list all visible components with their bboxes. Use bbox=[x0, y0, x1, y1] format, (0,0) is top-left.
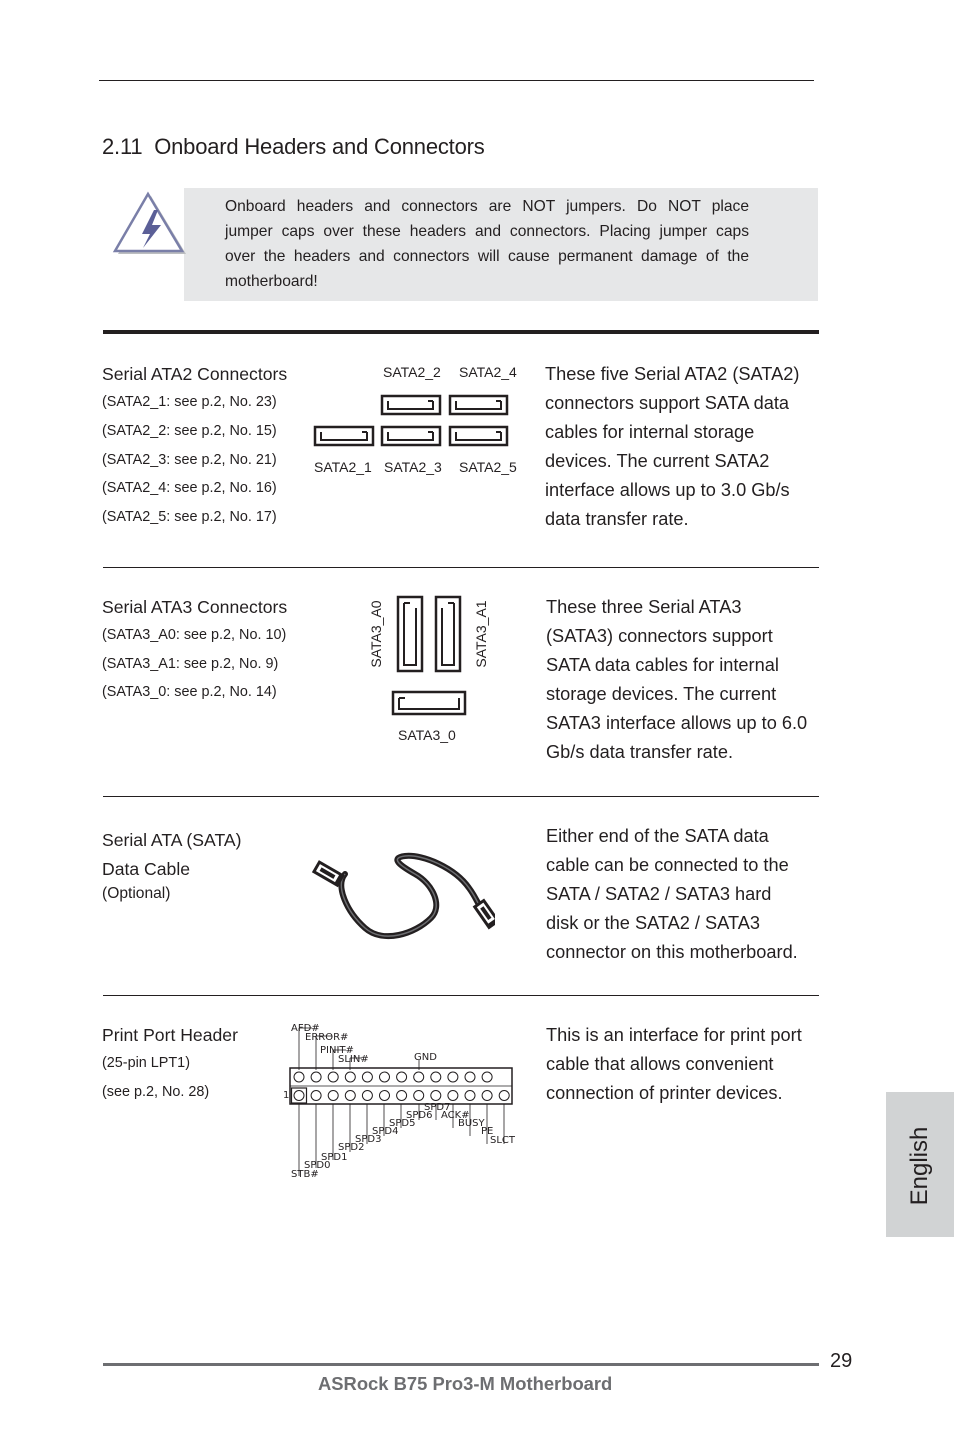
pin-label-spd7: SPD7 bbox=[424, 1102, 451, 1113]
pin-label-spd3: SPD3 bbox=[355, 1134, 382, 1145]
desc-line: data transfer rate. bbox=[545, 509, 689, 529]
desc-line: storage devices. The current bbox=[546, 684, 777, 704]
divider bbox=[103, 567, 819, 568]
desc-line: connector on this motherboard. bbox=[546, 942, 798, 962]
cable-title bbox=[102, 826, 241, 884]
language-tab-label: English bbox=[906, 1126, 933, 1206]
sata2-ref: (SATA2_4: see p.2, No. 16) bbox=[102, 480, 277, 496]
header-pin bbox=[482, 1072, 492, 1082]
header-pin bbox=[499, 1091, 509, 1101]
header-pin bbox=[397, 1091, 407, 1101]
desc-line: connection of printer devices. bbox=[546, 1083, 783, 1103]
header-pin bbox=[465, 1091, 475, 1101]
header-pin bbox=[465, 1072, 475, 1082]
sata2-description bbox=[545, 360, 835, 534]
header-pin bbox=[380, 1091, 390, 1101]
notice-line: jumper caps over these headers and connectors. Placing jumper caps bbox=[225, 223, 749, 240]
header-pin bbox=[482, 1091, 492, 1101]
desc-line: This is an interface for print port bbox=[546, 1025, 802, 1045]
desc-line: These five Serial ATA2 (SATA2) bbox=[545, 364, 800, 384]
desc-line: cable can be connected to the bbox=[546, 855, 789, 875]
print-port-title: Print Port Header bbox=[102, 1025, 238, 1045]
sata-cable-image bbox=[305, 846, 495, 942]
pin-label-slct: SLCT bbox=[490, 1135, 516, 1146]
header-pin bbox=[362, 1091, 372, 1101]
pin-label-spd4: SPD4 bbox=[372, 1126, 399, 1137]
sata3-a0-connector bbox=[398, 597, 422, 671]
pin-label-stb: STB# bbox=[291, 1169, 319, 1180]
print-port-ref: (see p.2, No. 28) bbox=[102, 1084, 210, 1100]
section-number: 2.11 bbox=[102, 134, 143, 159]
cable-optional: (Optional) bbox=[102, 885, 171, 902]
footer-text: ASRock B75 Pro3-M Motherboard bbox=[318, 1373, 613, 1394]
header-pin bbox=[414, 1091, 424, 1101]
sata2-3-label: SATA2_3 bbox=[384, 459, 442, 475]
thick-rule bbox=[103, 330, 819, 334]
sata3-a1-connector bbox=[436, 597, 460, 671]
header-pin bbox=[294, 1091, 304, 1101]
sata2-connector-diagram bbox=[312, 394, 512, 450]
sata2-refs bbox=[102, 394, 322, 534]
header-pin bbox=[362, 1072, 372, 1082]
cable-left-plug bbox=[312, 860, 345, 887]
divider bbox=[103, 796, 819, 797]
header-pin bbox=[311, 1091, 321, 1101]
pin-label-error: ERROR# bbox=[305, 1032, 349, 1043]
desc-line: devices. The current SATA2 bbox=[545, 451, 770, 471]
print-port-description bbox=[546, 1021, 836, 1108]
desc-line: SATA data cables for internal bbox=[546, 655, 779, 675]
pin-label-slin: SLIN# bbox=[338, 1054, 369, 1065]
footer-rule bbox=[103, 1363, 819, 1366]
pin-label-pe: PE bbox=[481, 1126, 494, 1137]
sata2-title: Serial ATA2 Connectors bbox=[102, 364, 288, 384]
header-pin bbox=[448, 1091, 458, 1101]
desc-line: cables for internal storage bbox=[545, 422, 755, 442]
notice-line: Onboard headers and connectors are NOT jumpers. Do NOT place bbox=[225, 198, 749, 215]
pin-label-spd5: SPD5 bbox=[389, 1118, 416, 1129]
header-pin bbox=[380, 1072, 390, 1082]
desc-line: SATA3 interface allows up to 6.0 bbox=[546, 713, 808, 733]
notice-text bbox=[225, 194, 749, 294]
sata2-ref: (SATA2_3: see p.2, No. 21) bbox=[102, 452, 277, 468]
print-port-ref: (25-pin LPT1) bbox=[102, 1055, 190, 1071]
sata2-3-connector bbox=[382, 427, 440, 445]
desc-line: (SATA3) connectors support bbox=[546, 626, 773, 646]
pin-label-spd2: SPD2 bbox=[338, 1142, 365, 1153]
desc-line: connectors support SATA data bbox=[545, 393, 789, 413]
sata3-connector-diagram bbox=[390, 594, 470, 718]
sata3-ref: (SATA3_A1: see p.2, No. 9) bbox=[102, 656, 279, 672]
header-pin bbox=[345, 1072, 355, 1082]
cable-title-line: Serial ATA (SATA) bbox=[102, 830, 242, 850]
cable-title-line: Data Cable bbox=[102, 859, 191, 879]
header-pin bbox=[328, 1091, 338, 1101]
sata3-0-connector bbox=[393, 692, 465, 714]
desc-line: Either end of the SATA data bbox=[546, 826, 769, 846]
divider bbox=[103, 995, 819, 996]
sata2-5-connector bbox=[450, 427, 507, 445]
desc-line: interface allows up to 3.0 Gb/s bbox=[545, 480, 790, 500]
header-pin bbox=[414, 1072, 424, 1082]
pin-label-spd6: SPD6 bbox=[406, 1110, 433, 1121]
language-tab bbox=[886, 1092, 954, 1237]
desc-line: cable that allows convenient bbox=[546, 1054, 774, 1074]
sata2-4-connector bbox=[450, 396, 507, 414]
header-pin bbox=[294, 1072, 304, 1082]
section-title: Onboard Headers and Connectors bbox=[154, 134, 485, 159]
pin-label-spd1: SPD1 bbox=[321, 1152, 348, 1163]
notice-line: motherboard! bbox=[225, 273, 318, 290]
print-port-diagram bbox=[282, 1020, 522, 1190]
page-number: 29 bbox=[830, 1350, 853, 1372]
header-pin bbox=[397, 1072, 407, 1082]
warning-triangle-icon bbox=[112, 190, 188, 260]
pin-label-ack: ACK# bbox=[441, 1110, 470, 1121]
sata2-ref: (SATA2_2: see p.2, No. 15) bbox=[102, 423, 277, 439]
sata3-ref: (SATA3_A0: see p.2, No. 10) bbox=[102, 627, 287, 643]
section-heading bbox=[102, 134, 485, 160]
desc-line: These three Serial ATA3 bbox=[546, 597, 742, 617]
pin-label-busy: BUSY bbox=[458, 1118, 485, 1129]
top-rule bbox=[99, 80, 814, 81]
sata3-a0-label: SATA3_A0 bbox=[368, 600, 384, 668]
header-pin bbox=[448, 1072, 458, 1082]
header-pin bbox=[431, 1091, 441, 1101]
desc-line: SATA / SATA2 / SATA3 hard bbox=[546, 884, 772, 904]
sata2-ref: (SATA2_5: see p.2, No. 17) bbox=[102, 509, 277, 525]
desc-line: disk or the SATA2 / SATA3 bbox=[546, 913, 760, 933]
header-pin bbox=[311, 1072, 321, 1082]
sata2-2-label: SATA2_2 bbox=[383, 364, 441, 380]
sata2-ref: (SATA2_1: see p.2, No. 23) bbox=[102, 394, 277, 410]
sata2-2-connector bbox=[382, 396, 440, 414]
pin-label-gnd: GND bbox=[414, 1052, 437, 1063]
pin-label-spd0: SPD0 bbox=[304, 1160, 331, 1171]
sata3-title: Serial ATA3 Connectors bbox=[102, 597, 288, 617]
header-pin bbox=[345, 1091, 355, 1101]
pin-label-pinit: PINIT# bbox=[320, 1045, 354, 1056]
pin-label-1: 1 bbox=[283, 1090, 290, 1101]
sata3-refs bbox=[102, 627, 322, 707]
sata2-4-label: SATA2_4 bbox=[459, 364, 517, 380]
sata3-0-label: SATA3_0 bbox=[398, 727, 456, 743]
sata3-description bbox=[546, 593, 836, 767]
notice-line: over the headers and connectors will cause permanent damage of the bbox=[225, 248, 749, 265]
cable-description bbox=[546, 822, 836, 967]
sata2-1-connector bbox=[315, 427, 373, 445]
sata3-a1-label: SATA3_A1 bbox=[473, 600, 489, 668]
sata2-5-label: SATA2_5 bbox=[459, 459, 517, 475]
sata3-ref: (SATA3_0: see p.2, No. 14) bbox=[102, 684, 277, 700]
print-port-refs bbox=[102, 1055, 262, 1105]
pin-label-afd: AFD# bbox=[291, 1023, 320, 1034]
sata2-1-label: SATA2_1 bbox=[314, 459, 372, 475]
header-pin bbox=[328, 1072, 338, 1082]
header-pin bbox=[431, 1072, 441, 1082]
desc-line: Gb/s data transfer rate. bbox=[546, 742, 734, 762]
